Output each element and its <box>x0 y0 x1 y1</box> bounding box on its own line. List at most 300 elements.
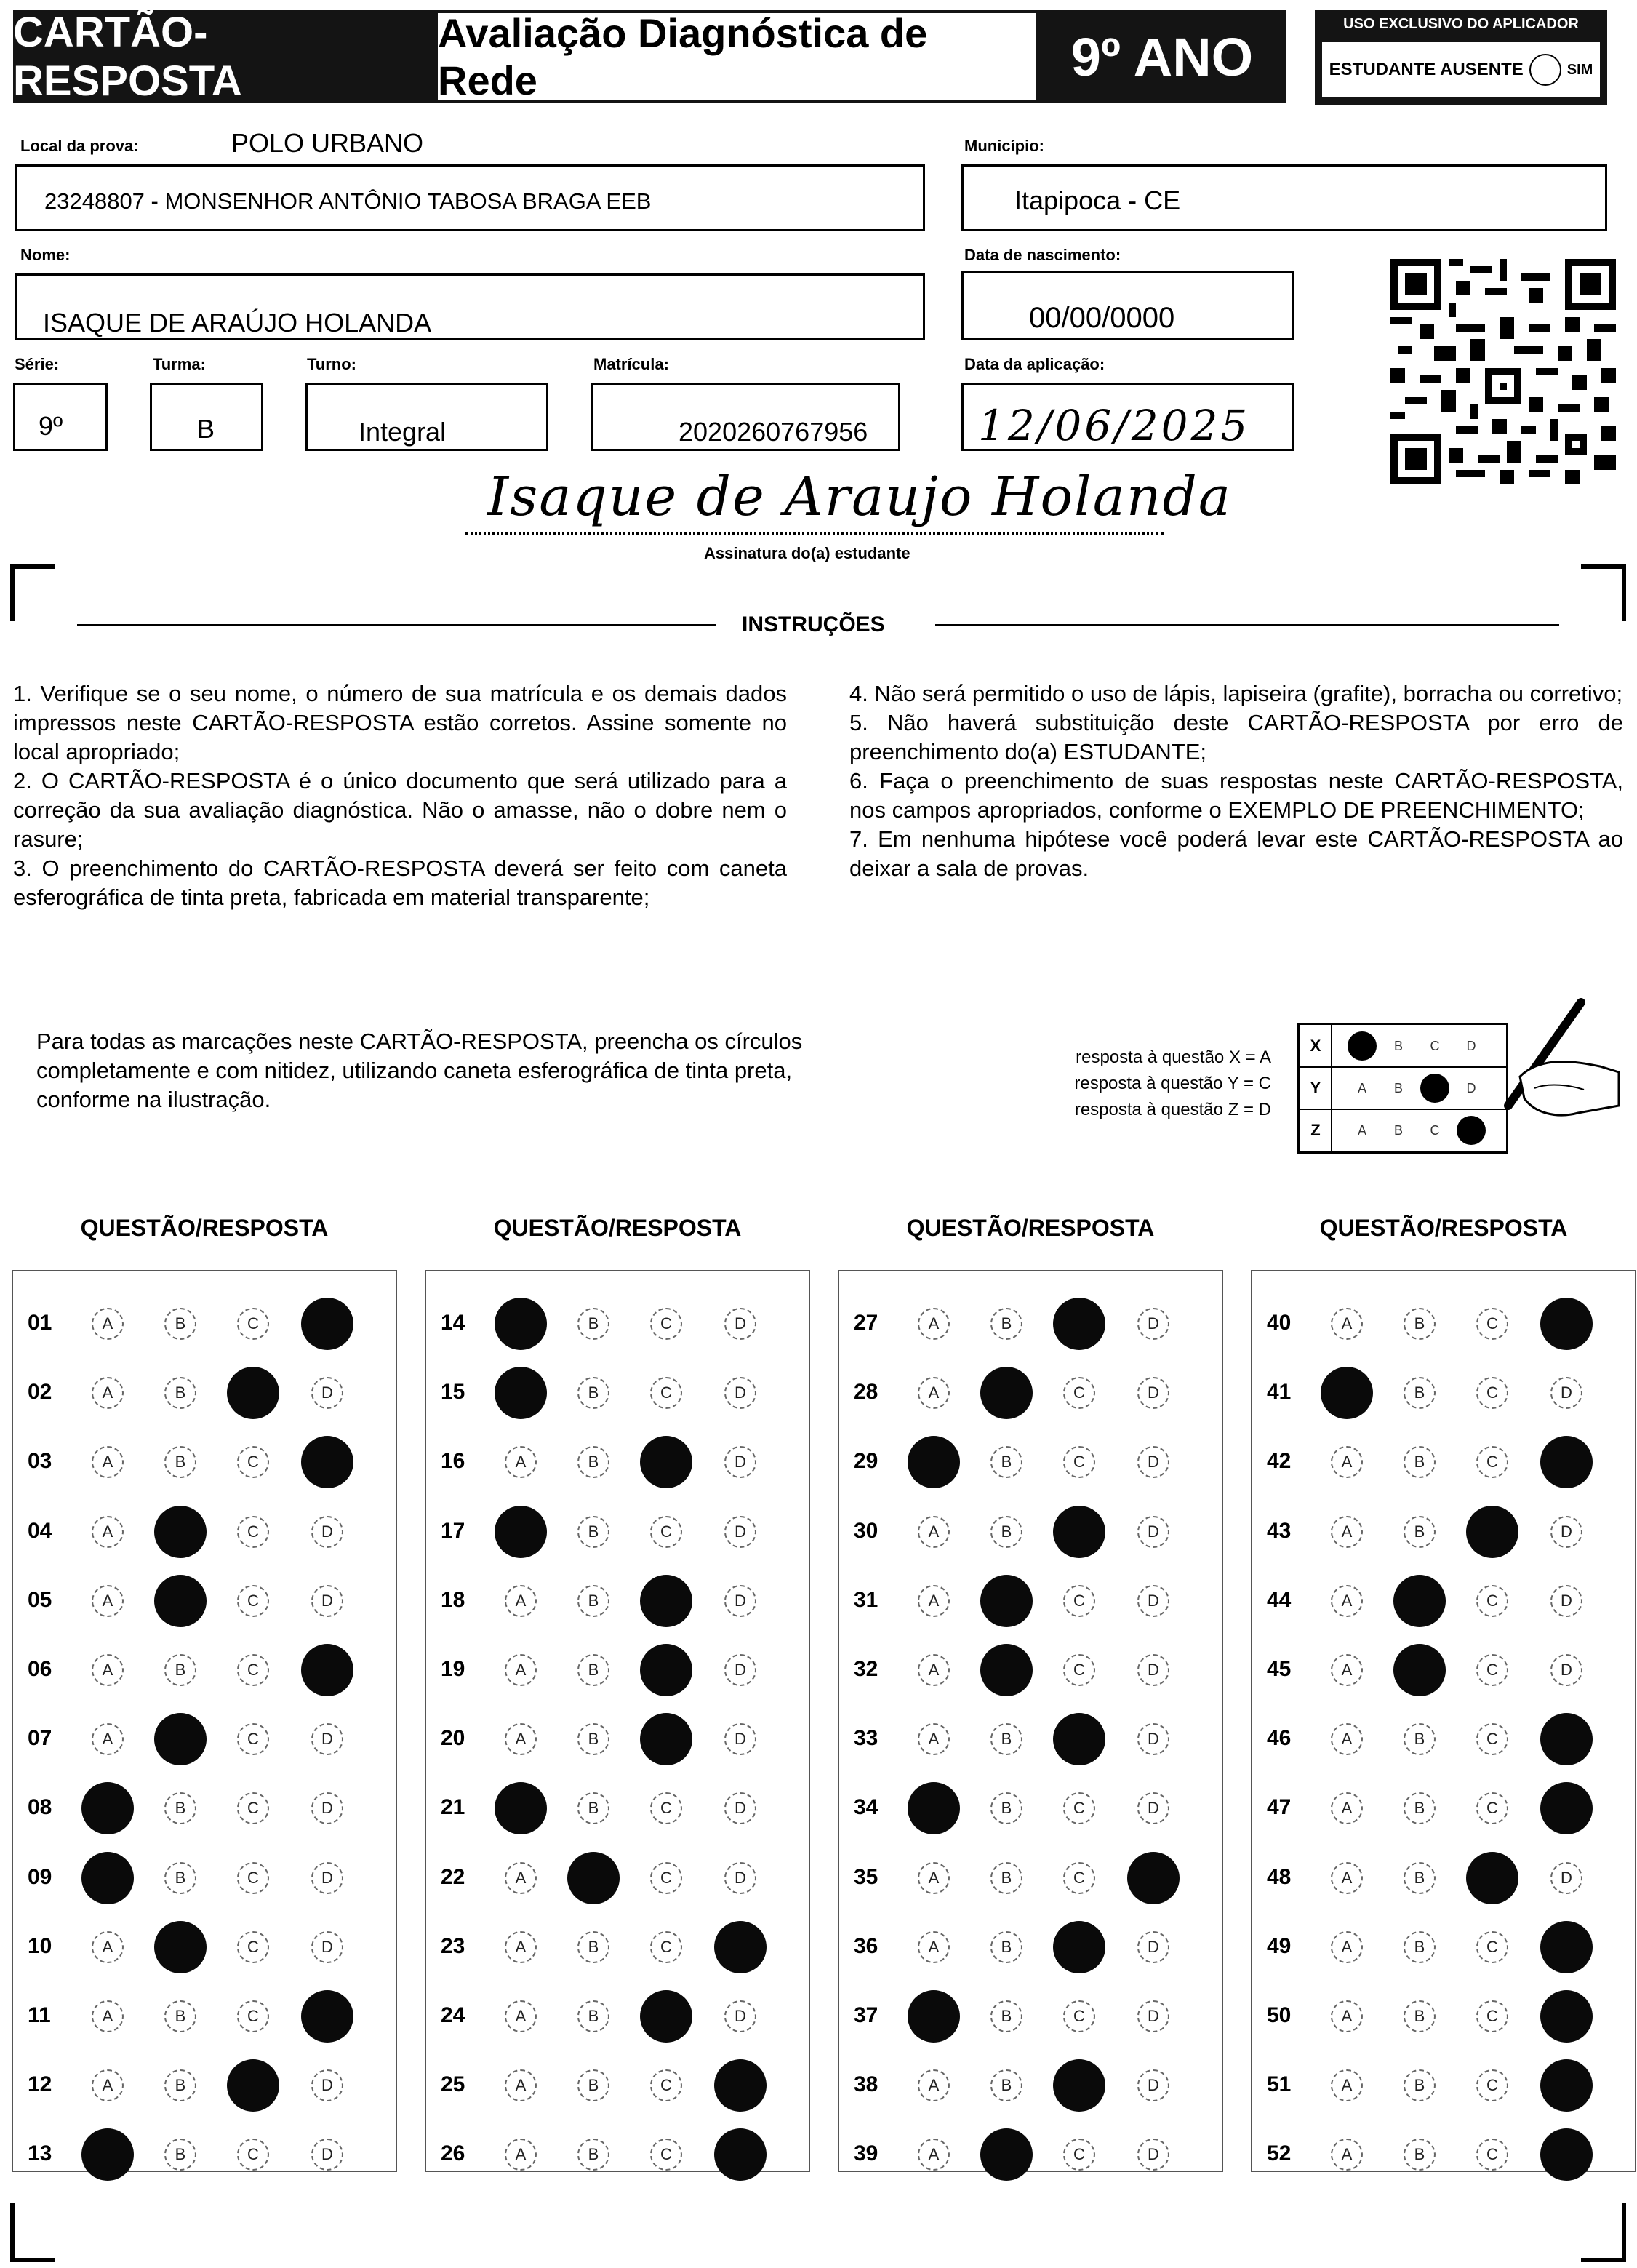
question-number: 29 <box>854 1449 878 1474</box>
answer-bubble[interactable]: B <box>577 1516 609 1548</box>
answer-bubble[interactable]: D <box>724 1516 756 1548</box>
answer-bubble[interactable]: B <box>164 1654 196 1686</box>
answer-row <box>1252 1858 1635 1901</box>
answer-bubble[interactable]: A <box>1331 2139 1363 2171</box>
card-title-text: CARTÃO-RESPOSTA <box>13 9 242 105</box>
answer-bubble[interactable]: C <box>1476 1446 1508 1478</box>
answer-bubble[interactable]: B <box>990 1446 1022 1478</box>
answer-row <box>839 2065 1222 2109</box>
example-mark-y <box>1420 1074 1449 1103</box>
answer-bubble[interactable]: B <box>1404 2069 1436 2101</box>
answer-bubble-marked[interactable] <box>1053 1713 1105 1765</box>
answer-bubble[interactable]: D <box>1137 1931 1169 1963</box>
answer-bubble[interactable]: D <box>724 1585 756 1617</box>
answer-bubble-marked[interactable] <box>301 1990 353 2043</box>
answer-bubble[interactable]: A <box>1331 2069 1363 2101</box>
question-number: 14 <box>441 1311 465 1335</box>
answer-bubble-marked[interactable] <box>1540 1436 1593 1488</box>
answer-bubble-marked[interactable] <box>495 1367 547 1419</box>
answer-bubble[interactable]: C <box>1063 1446 1095 1478</box>
legend-y: resposta à questão Y = C <box>1074 1074 1271 1093</box>
answer-bubble[interactable]: A <box>1331 1516 1363 1548</box>
answer-bubble-marked[interactable] <box>154 1921 207 1973</box>
answer-bubble[interactable]: B <box>164 1446 196 1478</box>
answer-bubble[interactable]: B <box>990 1723 1022 1755</box>
answer-bubble[interactable]: B <box>990 1862 1022 1894</box>
answer-bubble[interactable]: B <box>990 1792 1022 1824</box>
answer-bubble[interactable]: C <box>1476 1654 1508 1686</box>
answer-bubble-marked[interactable] <box>714 2059 767 2112</box>
question-number: 34 <box>854 1795 878 1820</box>
answer-bubble[interactable]: B <box>577 1377 609 1409</box>
question-number: 47 <box>1267 1795 1292 1820</box>
answer-bubble[interactable]: C <box>650 1931 682 1963</box>
answer-row <box>839 1512 1222 1555</box>
answer-bubble[interactable]: C <box>237 1446 269 1478</box>
answer-row <box>13 1442 396 1485</box>
answer-row <box>839 1581 1222 1624</box>
answer-bubble-marked[interactable] <box>1540 1921 1593 1973</box>
answer-bubble[interactable]: A <box>92 1654 124 1686</box>
answer-bubble-marked[interactable] <box>1540 1298 1593 1350</box>
answer-bubble[interactable]: D <box>311 1792 343 1824</box>
answer-bubble[interactable]: D <box>1550 1585 1582 1617</box>
answer-bubble-marked[interactable] <box>640 1713 692 1765</box>
nome-label: Nome: <box>20 246 71 264</box>
answer-bubble[interactable]: D <box>1137 2000 1169 2032</box>
answer-row <box>13 1927 396 1970</box>
answer-bubble[interactable]: B <box>164 1792 196 1824</box>
answer-bubble[interactable]: A <box>505 1654 537 1686</box>
answer-bubble[interactable]: C <box>1476 2069 1508 2101</box>
question-number: 50 <box>1267 2003 1292 2027</box>
answer-bubble[interactable]: A <box>918 1585 950 1617</box>
answer-bubble[interactable]: A <box>92 1446 124 1478</box>
answer-bubble[interactable]: B <box>577 1931 609 1963</box>
answer-bubble[interactable]: A <box>1331 1723 1363 1755</box>
question-number: 22 <box>441 1864 465 1889</box>
answer-row <box>13 1996 396 2040</box>
answer-bubble[interactable]: D <box>1550 1862 1582 1894</box>
answer-bubble-marked[interactable] <box>714 1921 767 1973</box>
answer-bubble[interactable]: C <box>237 1308 269 1340</box>
question-number: 37 <box>854 2003 878 2027</box>
answer-row <box>13 1719 396 1762</box>
nome-value: ISAQUE DE ARAÚJO HOLANDA <box>43 308 432 338</box>
answer-row <box>1252 1996 1635 2040</box>
answer-bubble[interactable]: A <box>918 1862 950 1894</box>
answer-bubble[interactable]: D <box>724 1446 756 1478</box>
answer-bubble[interactable]: A <box>918 1516 950 1548</box>
answer-bubble[interactable]: A <box>1331 2000 1363 2032</box>
answer-bubble[interactable]: D <box>1137 2069 1169 2101</box>
answer-bubble[interactable]: D <box>724 1792 756 1824</box>
answer-row <box>426 1303 809 1347</box>
answer-bubble[interactable]: D <box>1550 1377 1582 1409</box>
answer-bubble[interactable]: A <box>918 2139 950 2171</box>
answer-bubble[interactable]: D <box>1137 1585 1169 1617</box>
applicator-box <box>1315 10 1607 105</box>
answer-bubble[interactable]: C <box>1476 1792 1508 1824</box>
school-value: 23248807 - MONSENHOR ANTÔNIO TABOSA BRAGA EEB <box>44 188 652 214</box>
absent-label: ESTUDANTE AUSENTE <box>1329 60 1524 79</box>
answer-bubble[interactable]: B <box>990 1931 1022 1963</box>
question-number: 26 <box>441 2141 465 2166</box>
answer-bubble[interactable]: B <box>577 1585 609 1617</box>
answer-bubble-marked[interactable] <box>1053 2059 1105 2112</box>
answer-bubble[interactable]: B <box>1404 1446 1436 1478</box>
answer-bubble[interactable]: D <box>724 2000 756 2032</box>
question-number: 38 <box>854 2072 878 2097</box>
answer-bubble-marked[interactable] <box>1053 1298 1105 1350</box>
answer-bubble-marked[interactable] <box>1540 2059 1593 2112</box>
answer-bubble[interactable]: D <box>1137 1723 1169 1755</box>
answer-bubble-marked[interactable] <box>81 1852 134 1904</box>
answer-bubble-marked[interactable] <box>640 1575 692 1627</box>
answer-row <box>426 2065 809 2109</box>
legend-z: resposta à questão Z = D <box>1074 1100 1271 1119</box>
answer-bubble[interactable]: A <box>1331 1585 1363 1617</box>
answer-bubble[interactable]: B <box>1404 1862 1436 1894</box>
answer-bubble[interactable]: D <box>311 1862 343 1894</box>
answer-bubble[interactable]: C <box>237 1723 269 1755</box>
answer-bubble[interactable]: B <box>577 1446 609 1478</box>
corner-bottom-right <box>1581 2203 1626 2262</box>
answer-bubble[interactable]: C <box>1476 1723 1508 1755</box>
answer-bubble[interactable]: A <box>505 1723 537 1755</box>
answer-bubble-marked[interactable] <box>301 1436 353 1488</box>
corner-top-left <box>10 564 55 621</box>
signature-label: Assinatura do(a) estudante <box>704 544 910 562</box>
answer-row <box>13 1373 396 1416</box>
svg-text:D: D <box>1466 1081 1476 1095</box>
answer-bubble[interactable]: A <box>918 1654 950 1686</box>
answer-bubble-marked[interactable] <box>640 1990 692 2043</box>
answer-bubble[interactable]: A <box>505 1931 537 1963</box>
answer-bubble[interactable]: B <box>1404 1723 1436 1755</box>
answer-bubble[interactable]: D <box>724 1654 756 1686</box>
answer-bubble[interactable]: D <box>311 1931 343 1963</box>
answer-bubble[interactable]: D <box>1137 1792 1169 1824</box>
question-number: 39 <box>854 2141 878 2166</box>
answer-bubble-marked[interactable] <box>81 2128 134 2181</box>
answer-bubble[interactable]: D <box>1550 1516 1582 1548</box>
answer-bubble-marked[interactable] <box>980 1644 1033 1696</box>
answer-bubble[interactable]: B <box>577 1723 609 1755</box>
answer-bubble[interactable]: C <box>1063 1654 1095 1686</box>
answer-bubble[interactable]: B <box>990 1308 1022 1340</box>
answer-bubble[interactable]: B <box>990 1516 1022 1548</box>
answer-row <box>13 2065 396 2109</box>
turma-label: Turma: <box>153 355 206 373</box>
answer-bubble[interactable]: A <box>1331 1792 1363 1824</box>
instruction-6: 6. Faça o preenchimento de suas respostas neste CARTÃO-RESPOSTA, nos campos apropriados, conforme o EXEMPLO DE PREENCHIMENTO; <box>849 768 1623 823</box>
answer-bubble[interactable]: C <box>237 1862 269 1894</box>
answer-row <box>426 1858 809 1901</box>
municipio-value: Itapipoca - CE <box>1014 185 1181 215</box>
answer-bubble-marked[interactable] <box>301 1298 353 1350</box>
nascimento-value: 00/00/0000 <box>1029 302 1175 334</box>
answer-bubble[interactable]: D <box>1137 1308 1169 1340</box>
answer-bubble[interactable]: A <box>918 1931 950 1963</box>
answer-bubble[interactable]: D <box>724 1308 756 1340</box>
answer-bubble-marked[interactable] <box>1053 1506 1105 1558</box>
answer-bubble-marked[interactable] <box>1053 1921 1105 1973</box>
answer-bubble-marked[interactable] <box>1540 1990 1593 2043</box>
answer-bubble-marked[interactable] <box>1540 2128 1593 2181</box>
absent-checkbox[interactable] <box>1529 54 1561 86</box>
serie-value: 9º <box>39 411 63 441</box>
svg-text:B: B <box>1393 1039 1404 1053</box>
answer-bubble[interactable]: B <box>990 2000 1022 2032</box>
answer-bubble[interactable]: B <box>164 1862 196 1894</box>
answer-bubble-marked[interactable] <box>1321 1367 1373 1419</box>
answer-bubble-marked[interactable] <box>227 2059 279 2112</box>
answer-bubble[interactable]: C <box>1063 1585 1095 1617</box>
answer-row <box>839 1650 1222 1693</box>
answer-bubble-marked[interactable] <box>908 1782 960 1834</box>
answer-bubble[interactable]: D <box>311 1516 343 1548</box>
answer-bubble[interactable]: C <box>1476 1931 1508 1963</box>
answer-bubble-marked[interactable] <box>154 1506 207 1558</box>
answer-bubble[interactable]: A <box>92 1931 124 1963</box>
answer-bubble[interactable]: B <box>577 1654 609 1686</box>
answer-bubble[interactable]: A <box>918 1308 950 1340</box>
answer-row <box>13 1858 396 1901</box>
answer-bubble-marked[interactable] <box>980 1575 1033 1627</box>
answer-bubble-marked[interactable] <box>1540 1782 1593 1834</box>
pen-icon <box>1491 997 1622 1135</box>
answer-bubble-marked[interactable] <box>154 1713 207 1765</box>
answer-row <box>1252 1719 1635 1762</box>
answer-bubble-marked[interactable] <box>495 1782 547 1834</box>
answer-bubble-marked[interactable] <box>980 1367 1033 1419</box>
grade-text: 9º ANO <box>1070 26 1254 87</box>
signature-value: Isaque de Araujo Holanda <box>487 466 1232 528</box>
answer-bubble[interactable]: B <box>1404 2139 1436 2171</box>
answer-bubble[interactable]: A <box>1331 1446 1363 1478</box>
question-number: 30 <box>854 1518 878 1543</box>
answer-bubble[interactable]: A <box>505 1446 537 1478</box>
question-number: 42 <box>1267 1449 1292 1474</box>
question-number: 36 <box>854 1933 878 1958</box>
answer-bubble[interactable]: B <box>990 2069 1022 2101</box>
example-mark-x <box>1348 1031 1377 1061</box>
answer-bubble[interactable]: C <box>650 1516 682 1548</box>
answer-bubble-marked[interactable] <box>1466 1506 1518 1558</box>
answer-bubble[interactable]: C <box>1063 2000 1095 2032</box>
answer-bubble-marked[interactable] <box>227 1367 279 1419</box>
answer-bubble-marked[interactable] <box>908 1436 960 1488</box>
answer-row <box>1252 1442 1635 1485</box>
exam-title-text: Avaliação Diagnóstica de Rede <box>438 10 928 103</box>
question-number: 49 <box>1267 1933 1292 1958</box>
answer-bubble-marked[interactable] <box>495 1298 547 1350</box>
answer-bubble[interactable]: A <box>92 1377 124 1409</box>
answer-bubble[interactable]: D <box>1137 1516 1169 1548</box>
answer-bubble-marked[interactable] <box>567 1852 620 1904</box>
answer-bubble-marked[interactable] <box>1393 1644 1446 1696</box>
answer-bubble[interactable]: A <box>1331 1308 1363 1340</box>
answer-bubble[interactable]: B <box>164 2139 196 2171</box>
question-number: 27 <box>854 1311 878 1335</box>
answer-bubble[interactable]: C <box>1476 1585 1508 1617</box>
answer-bubble[interactable]: B <box>577 2069 609 2101</box>
answer-bubble[interactable]: D <box>1137 1377 1169 1409</box>
answer-bubble-marked[interactable] <box>714 2128 767 2181</box>
answer-bubble-marked[interactable] <box>1466 1852 1518 1904</box>
svg-text:C: C <box>1430 1123 1440 1138</box>
municipio-label: Município: <box>964 137 1044 155</box>
answer-bubble-marked[interactable] <box>640 1436 692 1488</box>
answer-row <box>13 1512 396 1555</box>
answer-bubble[interactable]: D <box>1137 1654 1169 1686</box>
answer-bubble[interactable]: C <box>237 1792 269 1824</box>
answer-bubble[interactable]: A <box>505 2139 537 2171</box>
answer-bubble[interactable]: C <box>650 1862 682 1894</box>
answer-bubble[interactable]: A <box>1331 1654 1363 1686</box>
answer-bubble[interactable]: B <box>577 1792 609 1824</box>
answer-bubble[interactable]: D <box>1137 1446 1169 1478</box>
answer-bubble[interactable]: D <box>1137 2139 1169 2171</box>
local-label: Local da prova: <box>20 137 139 155</box>
local-value: POLO URBANO <box>231 128 424 158</box>
answer-bubble[interactable]: C <box>1063 1792 1095 1824</box>
answer-bubble[interactable]: B <box>577 2000 609 2032</box>
answer-bubble-marked[interactable] <box>81 1782 134 1834</box>
answer-bubble[interactable]: D <box>724 1723 756 1755</box>
answer-bubble[interactable]: C <box>1063 1377 1095 1409</box>
answer-bubble[interactable]: A <box>92 2000 124 2032</box>
answer-row <box>426 2134 809 2178</box>
svg-text:A: A <box>1357 1081 1367 1095</box>
answer-bubble[interactable]: C <box>650 2139 682 2171</box>
answer-bubble[interactable]: A <box>92 2069 124 2101</box>
question-number: 10 <box>28 1933 52 1958</box>
answer-bubble[interactable]: B <box>1404 2000 1436 2032</box>
answer-row <box>1252 1303 1635 1347</box>
answer-bubble-marked[interactable] <box>908 1990 960 2043</box>
answer-bubble[interactable]: B <box>1404 1308 1436 1340</box>
answer-bubble[interactable]: C <box>650 1308 682 1340</box>
answer-row <box>426 1373 809 1416</box>
question-number: 01 <box>28 1311 52 1335</box>
answer-bubble[interactable]: D <box>724 1862 756 1894</box>
answer-bubble[interactable]: B <box>1404 1792 1436 1824</box>
answer-bubble[interactable]: D <box>311 1377 343 1409</box>
answer-bubble[interactable]: A <box>1331 1931 1363 1963</box>
answer-bubble[interactable]: B <box>577 2139 609 2171</box>
answer-bubble[interactable]: A <box>505 1585 537 1617</box>
answer-bubble-marked[interactable] <box>154 1575 207 1627</box>
answer-bubble[interactable]: C <box>237 2000 269 2032</box>
answer-bubble-marked[interactable] <box>1127 1852 1180 1904</box>
answer-bubble[interactable]: C <box>650 2069 682 2101</box>
answer-bubble[interactable]: B <box>164 2069 196 2101</box>
answer-bubble[interactable]: C <box>237 2139 269 2171</box>
serie-field <box>13 383 108 451</box>
answer-row <box>1252 1373 1635 1416</box>
answer-bubble[interactable]: C <box>650 1792 682 1824</box>
answer-row <box>839 1996 1222 2040</box>
answer-bubble[interactable]: C <box>237 1931 269 1963</box>
answer-bubble[interactable]: A <box>505 1862 537 1894</box>
answer-bubble[interactable]: A <box>918 1377 950 1409</box>
answer-bubble[interactable]: B <box>164 1308 196 1340</box>
answer-row <box>426 1512 809 1555</box>
example-mark-z <box>1457 1116 1486 1145</box>
answer-bubble[interactable]: C <box>1476 1308 1508 1340</box>
answer-bubble-marked[interactable] <box>640 1644 692 1696</box>
answer-bubble[interactable]: B <box>1404 1377 1436 1409</box>
answer-bubble[interactable]: C <box>1476 2000 1508 2032</box>
answer-bubble[interactable]: C <box>650 1377 682 1409</box>
instructions-rule-right <box>935 624 1559 626</box>
answer-bubble[interactable]: D <box>1550 1654 1582 1686</box>
answer-bubble[interactable]: B <box>1404 1516 1436 1548</box>
answer-bubble[interactable]: C <box>237 1516 269 1548</box>
answer-bubble[interactable]: B <box>164 2000 196 2032</box>
answer-bubble[interactable]: A <box>918 1723 950 1755</box>
instruction-3: 3. O preenchimento do CARTÃO-RESPOSTA deverá ser feito com caneta esferográfica de tinta preta, fabricada em material transparente; <box>13 855 787 910</box>
answer-bubble[interactable]: A <box>92 1516 124 1548</box>
answer-bubble-marked[interactable] <box>1540 1713 1593 1765</box>
matricula-value: 2020260767956 <box>679 417 868 447</box>
answer-bubble[interactable]: C <box>237 1654 269 1686</box>
legend-x: resposta à questão X = A <box>1076 1047 1271 1067</box>
answer-bubble[interactable]: D <box>311 2139 343 2171</box>
answer-bubble[interactable]: A <box>918 2069 950 2101</box>
answer-bubble[interactable]: D <box>311 1585 343 1617</box>
nascimento-field <box>961 271 1294 340</box>
answer-bubble-marked[interactable] <box>301 1644 353 1696</box>
answer-row <box>426 1442 809 1485</box>
answer-bubble[interactable]: A <box>505 2069 537 2101</box>
answer-row <box>839 1858 1222 1901</box>
question-number: 12 <box>28 2072 52 2097</box>
answer-row <box>1252 1650 1635 1693</box>
question-number: 09 <box>28 1864 52 1889</box>
answers-column-4 <box>1251 1270 1636 2172</box>
svg-text:D: D <box>1466 1039 1476 1053</box>
answer-bubble[interactable]: A <box>92 1723 124 1755</box>
question-number: 44 <box>1267 1587 1292 1612</box>
question-number: 35 <box>854 1864 878 1889</box>
answer-bubble[interactable]: C <box>1476 1377 1508 1409</box>
answer-bubble[interactable]: B <box>577 1308 609 1340</box>
answer-bubble[interactable]: B <box>164 1377 196 1409</box>
absent-field <box>1322 42 1600 97</box>
answer-bubble-marked[interactable] <box>1393 1575 1446 1627</box>
answer-bubble[interactable]: D <box>724 1377 756 1409</box>
answer-bubble-marked[interactable] <box>980 2128 1033 2181</box>
answer-bubble[interactable]: A <box>92 1585 124 1617</box>
example-row-z-label: Z <box>1310 1121 1321 1139</box>
answer-bubble[interactable]: C <box>1063 2139 1095 2171</box>
answer-bubble[interactable]: A <box>1331 1862 1363 1894</box>
answers-heading-2: QUESTÃO/RESPOSTA <box>493 1215 742 1241</box>
answer-bubble-marked[interactable] <box>495 1506 547 1558</box>
answer-bubble[interactable]: D <box>311 1723 343 1755</box>
answer-bubble[interactable]: C <box>1476 2139 1508 2171</box>
answer-bubble[interactable]: D <box>311 2069 343 2101</box>
question-number: 45 <box>1267 1657 1292 1681</box>
answer-bubble[interactable]: C <box>237 1585 269 1617</box>
answer-bubble[interactable]: A <box>92 1308 124 1340</box>
answer-bubble[interactable]: C <box>1063 1862 1095 1894</box>
answer-bubble[interactable]: A <box>505 2000 537 2032</box>
answer-bubble[interactable]: B <box>1404 1931 1436 1963</box>
